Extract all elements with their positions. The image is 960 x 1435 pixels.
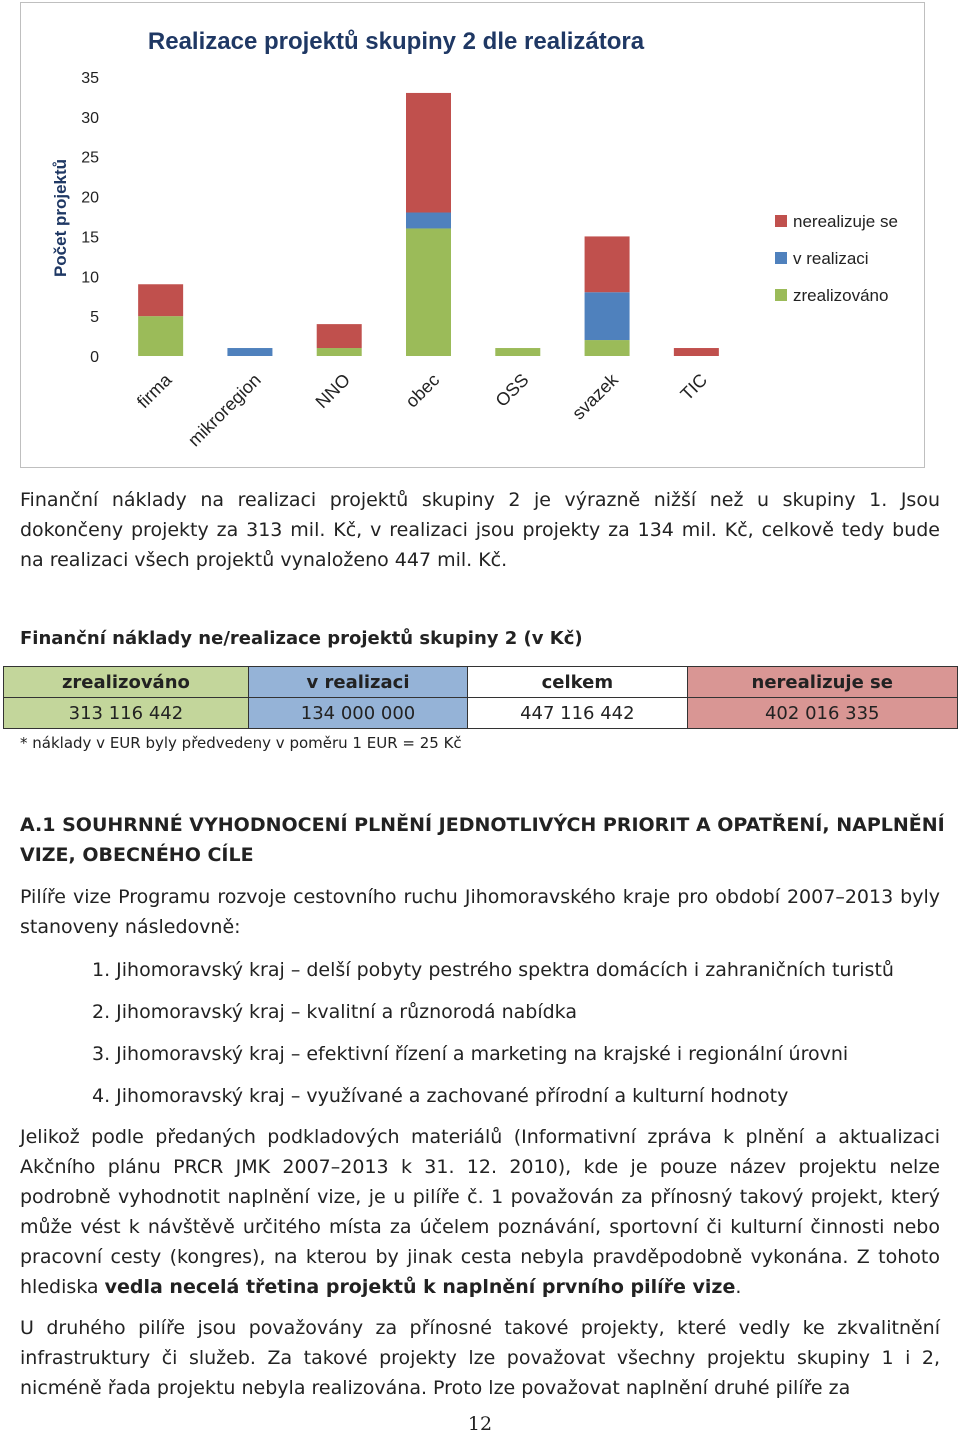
cost-table (3, 666, 958, 729)
value-not-realized: 402 016 335 (687, 698, 958, 729)
section-heading: A.1 SOUHRNNÉ VYHODNOCENÍ PLNĚNÍ JEDNOTLIVÝCH PRIORIT A OPATŘENÍ, NAPLNĚNÍ VIZE, OBECNÉHO CÍLE (20, 814, 945, 866)
x-tick-label: firma (133, 369, 176, 413)
bar-segment (406, 228, 451, 356)
bar-segment (317, 324, 362, 348)
header-in-progress: v realizaci (248, 667, 467, 698)
list-item: 1. Jihomoravský kraj – delší pobyty pestrého spektra domácích i zahraničních turistů (92, 959, 894, 981)
bar-segment (585, 292, 630, 340)
bar-segment (585, 236, 630, 292)
legend-swatch (775, 289, 787, 301)
value-in-progress: 134 000 000 (248, 698, 467, 729)
bar-segment (495, 348, 540, 356)
x-tick-label: OSS (491, 369, 533, 411)
x-tick-label: svazek (568, 369, 622, 424)
y-tick-label: 15 (81, 229, 99, 247)
table-caption: Finanční náklady ne/realizace projektů skupiny 2 (v Kč) (20, 628, 583, 649)
evaluation-text: Jelikož podle předaných podkladových materiálů (Informativní zpráva k plnění a aktualizaci Akčního plánu PRCR JMK 2007–2013 k 31. 12. 2010), kde je pouze název projektu nelze podrobně vyhodnotit naplnění vize, je u pilíře č. 1 považován za přínosný takový projekt, který může vést k návštěvě určitého místa za účelem poznávání, sportovní či kulturní činnosti nebo pracovní cesty (kongres), na kterou by jinak cesta nebyla pravděpodobně vykonána. Z tohoto hlediska (20, 1126, 940, 1298)
pillars-list (92, 955, 894, 1123)
x-tick-label: obec (401, 369, 444, 412)
list-item: 2. Jihomoravský kraj – kvalitní a různorodá nabídka (92, 1001, 577, 1023)
intro-paragraph: Finanční náklady na realizaci projektů skupiny 2 je výrazně nižší než u skupiny 1. Jsou dokončeny projekty za 313 mil. Kč, v realizaci jsou projekty za 134 mil. Kč, celkově tedy bude na realizaci všech projektů vynaloženo 447 mil. Kč. (20, 489, 940, 571)
pillars-intro: Pilíře vize Programu rozvoje cestovního ruchu Jihomoravského kraje pro období 2007–2013 byly stanoveny následovně: (20, 886, 940, 938)
y-tick-label: 5 (90, 309, 99, 327)
second-pillar-paragraph: U druhého pilíře jsou považovány za přínosné takové projekty, které vedly ke zkvalitnění infrastruktury či služeb. Za takové projekty lze považovat všechny projektu skupiny 1 i 2, nicméně řada projektu nebyla realizována. Proto lze považovat naplnění druhé pilíře za (20, 1317, 940, 1399)
evaluation-paragraph (20, 1122, 940, 1302)
bar-segment (674, 348, 719, 356)
bar-segment (317, 348, 362, 356)
table-note: * náklady v EUR byly předvedeny v poměru 1 EUR = 25 Kč (20, 734, 462, 752)
header-realized: zrealizováno (4, 667, 249, 698)
legend-swatch (775, 252, 787, 264)
y-tick-label: 30 (81, 109, 99, 127)
y-tick-label: 10 (81, 269, 99, 287)
bar-segment (406, 213, 451, 229)
x-tick-label: mikroregion (184, 369, 265, 451)
value-realized: 313 116 442 (4, 698, 249, 729)
bar-segment (585, 340, 630, 356)
x-tick-label: NNO (311, 369, 355, 413)
bar-segment (138, 284, 183, 316)
table-row (4, 698, 958, 729)
y-tick-label: 20 (81, 189, 99, 207)
legend-label: nerealizuje se (793, 212, 898, 231)
page-number: 12 (467, 1413, 493, 1435)
legend-label: zrealizováno (793, 286, 889, 305)
bar-segment (227, 348, 272, 356)
bar-segment (138, 316, 183, 356)
y-tick-label: 35 (81, 70, 99, 87)
bar-segment (406, 93, 451, 213)
y-axis-label: Počet projektů (51, 158, 70, 278)
x-tick-label: TIC (676, 369, 712, 405)
header-not-realized: nerealizuje se (687, 667, 958, 698)
chart-frame (20, 2, 925, 468)
value-total: 447 116 442 (468, 698, 687, 729)
evaluation-end: . (735, 1276, 742, 1298)
evaluation-bold-text: vedla necelá třetina projektů k naplnění prvního pilíře vize (104, 1276, 736, 1298)
legend-swatch (775, 215, 787, 227)
y-tick-label: 0 (90, 349, 99, 366)
header-total: celkem (468, 667, 687, 698)
list-item: 4. Jihomoravský kraj – využívané a zachované přírodní a kulturní hodnoty (92, 1085, 789, 1107)
legend-label: v realizaci (793, 249, 869, 268)
table-header-row (4, 667, 958, 698)
y-tick-label: 25 (81, 149, 99, 167)
list-item: 3. Jihomoravský kraj – efektivní řízení a marketing na krajské i regionální úrovni (92, 1043, 849, 1065)
bar-chart (21, 3, 926, 469)
chart-title: Realizace projektů skupiny 2 dle realizátora (147, 28, 645, 55)
